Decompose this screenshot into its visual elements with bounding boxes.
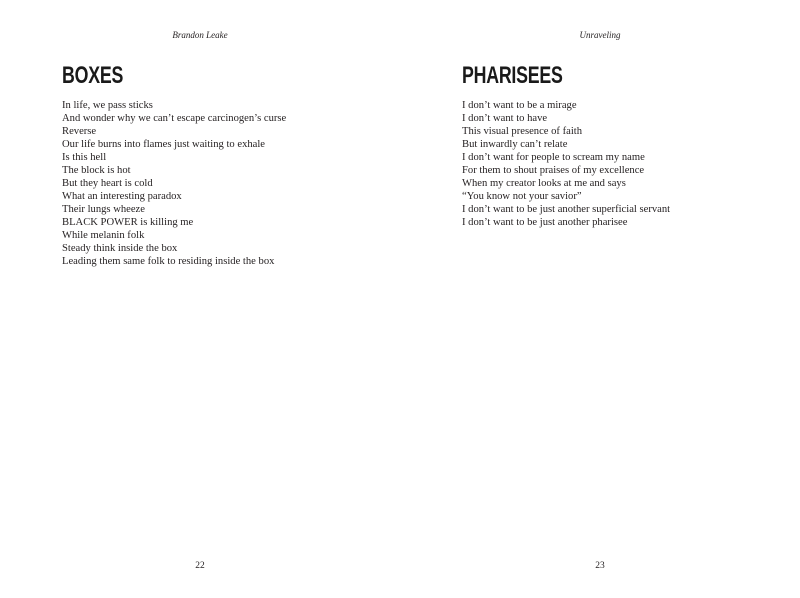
poem-line: I don’t want to be just another pharisee [462, 217, 628, 228]
poem-line: For them to shout praises of my excellence [462, 165, 645, 176]
poem-body [462, 99, 670, 229]
poem-line: Leading them same folk to residing inside the box [62, 256, 275, 267]
poem-body [62, 99, 286, 268]
running-head-author: Brandon Leake [172, 30, 228, 40]
poem-title: PHARISEES [462, 62, 563, 89]
poem-line: Steady think inside the box [62, 243, 178, 254]
poem-title: BOXES [62, 62, 124, 89]
poem-line: But inwardly can’t relate [462, 139, 568, 150]
poem-line: Reverse [62, 126, 97, 137]
poem-line: What an interesting paradox [62, 191, 182, 202]
poem-line: This visual presence of faith [462, 126, 583, 137]
poem-line: BLACK POWER is killing me [62, 217, 194, 228]
page-number: 22 [195, 561, 205, 571]
poem-line: Is this hell [62, 152, 107, 163]
poem-line: I don’t want to be just another superficial servant [462, 204, 671, 215]
poem-line: Our life burns into flames just waiting to exhale [62, 139, 266, 150]
right-page [400, 0, 800, 598]
poem-line: The block is hot [62, 165, 131, 176]
poem-line: I don’t want for people to scream my name [462, 152, 645, 163]
poem-line: While melanin folk [62, 230, 145, 241]
poem-line: I don’t want to have [462, 113, 548, 124]
poem-line: But they heart is cold [62, 178, 153, 189]
poem-line: And wonder why we can’t escape carcinogen’s curse [62, 113, 287, 124]
poem-line: In life, we pass sticks [62, 100, 153, 111]
poem-line: I don’t want to be a mirage [462, 100, 577, 111]
poem-line: Their lungs wheeze [62, 204, 145, 215]
page-number: 23 [595, 561, 605, 571]
poem-line: “You know not your savior” [462, 191, 582, 202]
running-head-book-title: Unraveling [579, 30, 621, 40]
poem-line: When my creator looks at me and says [462, 178, 626, 189]
